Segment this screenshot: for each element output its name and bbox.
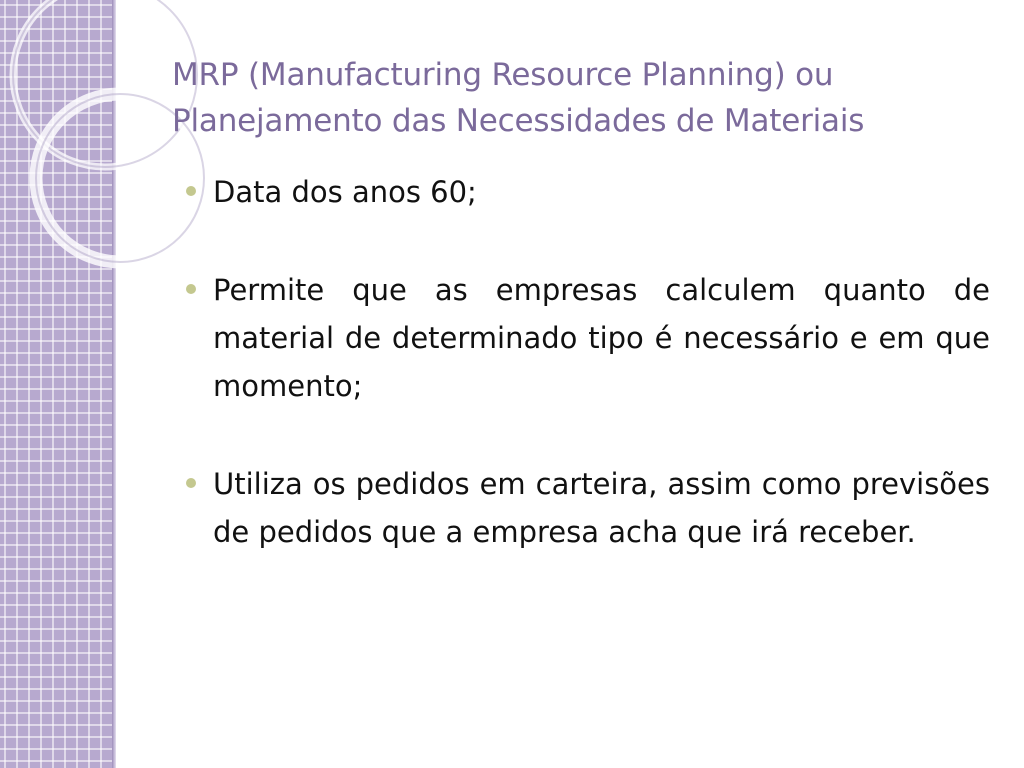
- bullet-list: [186, 168, 990, 606]
- title-line-2: Planejamento das Necessidades de Materiais: [172, 103, 865, 139]
- bullet-item-orders: [186, 460, 990, 556]
- decorative-rings-icon: [0, 0, 150, 260]
- bullet-dot-icon: [186, 478, 196, 488]
- bullet-dot-icon: [186, 284, 196, 294]
- bullet-text: Utiliza os pedidos em carteira, assim como previsões de pedidos que a empresa acha que irá receber.: [213, 467, 990, 549]
- title-line-1: MRP (Manufacturing Resource Planning) ou: [172, 57, 834, 93]
- bullet-text: Data dos anos 60;: [213, 175, 477, 209]
- bullet-text: Permite que as empresas calculem quanto de material de determinado tipo é necessário e em que momento;: [213, 273, 990, 403]
- bullet-item-calculation: [186, 266, 990, 410]
- bullet-dot-icon: [186, 186, 196, 196]
- slide-title: [172, 52, 992, 144]
- bullet-item-origin: [186, 168, 990, 216]
